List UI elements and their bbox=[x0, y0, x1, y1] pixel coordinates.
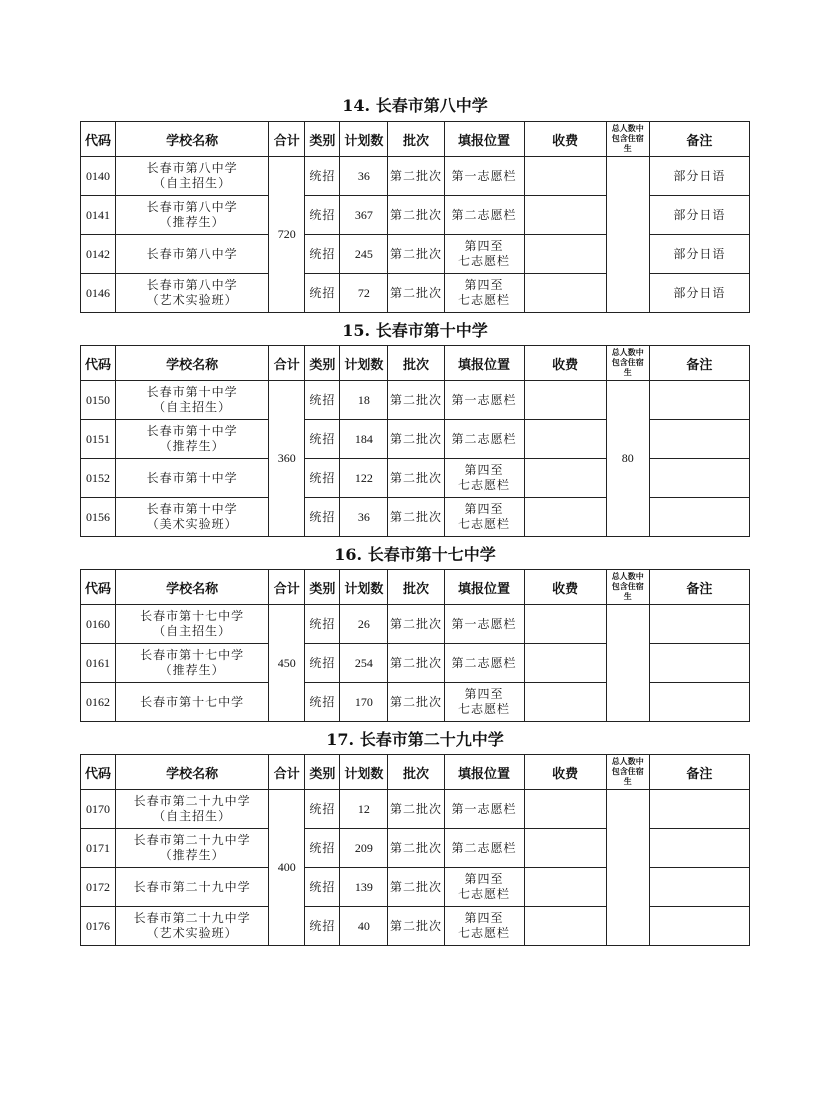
category-header: 类别 bbox=[305, 570, 340, 605]
school-name-cell-line: 长春市第二十九中学 bbox=[133, 833, 251, 847]
batch-cell: 第二批次 bbox=[388, 381, 444, 420]
table-row bbox=[81, 829, 750, 868]
fill-position-cell bbox=[444, 274, 524, 313]
fill-position-cell bbox=[444, 868, 524, 907]
school-name-cell-line: 长春市第十中学 bbox=[146, 424, 238, 438]
category-header: 类别 bbox=[305, 122, 340, 157]
school-name-cell bbox=[116, 605, 269, 644]
admission-table bbox=[80, 754, 750, 946]
batch-cell: 第二批次 bbox=[388, 907, 444, 946]
fill-position-cell-line: 七志愿栏 bbox=[458, 517, 511, 531]
code-cell: 0152 bbox=[81, 459, 116, 498]
school-name-cell-line: （推荐生） bbox=[159, 663, 225, 677]
fill-position-cell bbox=[444, 790, 524, 829]
table-header-row bbox=[81, 122, 750, 157]
category-cell: 统招 bbox=[305, 235, 340, 274]
plan-count-cell: 72 bbox=[340, 274, 388, 313]
school-name-cell-line: 长春市第十七中学 bbox=[140, 648, 245, 662]
table-row bbox=[81, 459, 750, 498]
school-name-cell bbox=[116, 274, 269, 313]
total-cell: 360 bbox=[269, 381, 305, 537]
code-cell: 0171 bbox=[81, 829, 116, 868]
remark-cell bbox=[649, 605, 749, 644]
plan-count-cell: 26 bbox=[340, 605, 388, 644]
batch-cell: 第二批次 bbox=[388, 274, 444, 313]
plan-count-cell: 184 bbox=[340, 420, 388, 459]
fee-cell bbox=[524, 420, 606, 459]
table-header-row bbox=[81, 346, 750, 381]
plan-count-cell: 139 bbox=[340, 868, 388, 907]
batch-cell: 第二批次 bbox=[388, 868, 444, 907]
plan-count-cell: 209 bbox=[340, 829, 388, 868]
total-cell: 400 bbox=[269, 790, 305, 946]
plan-count-cell: 122 bbox=[340, 459, 388, 498]
fill-position-cell-line: 第四至 bbox=[464, 278, 504, 292]
admission-table bbox=[80, 345, 750, 537]
code-cell: 0160 bbox=[81, 605, 116, 644]
fill-position-cell bbox=[444, 683, 524, 722]
fee-header: 收费 bbox=[524, 755, 606, 790]
code-header: 代码 bbox=[81, 570, 116, 605]
school-name-header: 学校名称 bbox=[116, 755, 269, 790]
table-row bbox=[81, 790, 750, 829]
code-header: 代码 bbox=[81, 346, 116, 381]
boarders-cell bbox=[606, 157, 649, 313]
boarders-cell bbox=[606, 790, 649, 946]
code-cell: 0146 bbox=[81, 274, 116, 313]
fill-position-cell bbox=[444, 459, 524, 498]
school-name-cell-line: 长春市第十七中学 bbox=[140, 694, 245, 709]
remark-cell: 部分日语 bbox=[649, 196, 749, 235]
category-cell: 统招 bbox=[305, 790, 340, 829]
fill-position-cell-line: 第二志愿栏 bbox=[451, 655, 517, 670]
fill-position-cell-line: 第二志愿栏 bbox=[451, 431, 517, 446]
table-row bbox=[81, 196, 750, 235]
batch-cell: 第二批次 bbox=[388, 790, 444, 829]
table-header-row bbox=[81, 755, 750, 790]
code-cell: 0161 bbox=[81, 644, 116, 683]
boarders-cell bbox=[606, 605, 649, 722]
code-cell: 0162 bbox=[81, 683, 116, 722]
fill-position-cell-line: 第一志愿栏 bbox=[451, 801, 517, 816]
fill-position-cell bbox=[444, 381, 524, 420]
school-name-cell bbox=[116, 644, 269, 683]
category-cell: 统招 bbox=[305, 274, 340, 313]
table-row bbox=[81, 868, 750, 907]
batch-header: 批次 bbox=[388, 755, 444, 790]
remark-cell bbox=[649, 381, 749, 420]
fill-position-cell-line: 七志愿栏 bbox=[458, 254, 511, 268]
remark-header: 备注 bbox=[649, 122, 749, 157]
batch-cell: 第二批次 bbox=[388, 157, 444, 196]
school-name-cell-line: 长春市第八中学 bbox=[146, 246, 238, 261]
school-name-cell bbox=[116, 420, 269, 459]
school-name-cell bbox=[116, 683, 269, 722]
fee-cell bbox=[524, 868, 606, 907]
fee-cell bbox=[524, 196, 606, 235]
code-cell: 0140 bbox=[81, 157, 116, 196]
fill-position-cell bbox=[444, 498, 524, 537]
section-title: 14. 长春市第八中学 bbox=[342, 96, 488, 115]
school-name-cell-line: （推荐生） bbox=[159, 439, 225, 453]
plan-count-cell: 254 bbox=[340, 644, 388, 683]
total-header: 合计 bbox=[269, 755, 305, 790]
table-row bbox=[81, 420, 750, 459]
remark-cell: 部分日语 bbox=[649, 235, 749, 274]
fill-position-cell-line: 第四至 bbox=[464, 872, 504, 886]
boarders-header: 总人数中包含住宿生 bbox=[606, 755, 649, 790]
fee-cell bbox=[524, 459, 606, 498]
school-name-cell-line: （艺术实验班） bbox=[146, 926, 238, 940]
batch-cell: 第二批次 bbox=[388, 420, 444, 459]
remark-cell bbox=[649, 644, 749, 683]
fee-cell bbox=[524, 157, 606, 196]
school-name-cell-line: （艺术实验班） bbox=[146, 293, 238, 307]
school-name-cell-line: 长春市第八中学 bbox=[146, 200, 238, 214]
table-row bbox=[81, 644, 750, 683]
remark-cell: 部分日语 bbox=[649, 157, 749, 196]
code-cell: 0151 bbox=[81, 420, 116, 459]
remark-cell bbox=[649, 907, 749, 946]
fill-position-cell bbox=[444, 829, 524, 868]
fill-position-cell bbox=[444, 420, 524, 459]
school-name-cell bbox=[116, 235, 269, 274]
remark-cell bbox=[649, 459, 749, 498]
fill-position-cell bbox=[444, 907, 524, 946]
school-name-cell bbox=[116, 907, 269, 946]
table-row bbox=[81, 157, 750, 196]
plan-count-header: 计划数 bbox=[340, 346, 388, 381]
fill-position-cell bbox=[444, 644, 524, 683]
admission-table bbox=[80, 569, 750, 722]
school-name-cell bbox=[116, 829, 269, 868]
batch-header: 批次 bbox=[388, 122, 444, 157]
school-name-cell-line: 长春市第十中学 bbox=[146, 385, 238, 399]
fill-position-cell-line: 第四至 bbox=[464, 239, 504, 253]
plan-count-cell: 367 bbox=[340, 196, 388, 235]
table-row bbox=[81, 381, 750, 420]
category-cell: 统招 bbox=[305, 196, 340, 235]
section-title: 17. 长春市第二十九中学 bbox=[326, 730, 504, 749]
code-cell: 0170 bbox=[81, 790, 116, 829]
fill-position-header: 填报位置 bbox=[444, 346, 524, 381]
school-name-cell-line: （推荐生） bbox=[159, 215, 225, 229]
remark-header: 备注 bbox=[649, 570, 749, 605]
batch-header: 批次 bbox=[388, 570, 444, 605]
fill-position-cell-line: 第一志愿栏 bbox=[451, 392, 517, 407]
remark-header: 备注 bbox=[649, 755, 749, 790]
fee-cell bbox=[524, 683, 606, 722]
category-cell: 统招 bbox=[305, 829, 340, 868]
category-cell: 统招 bbox=[305, 907, 340, 946]
fill-position-header: 填报位置 bbox=[444, 755, 524, 790]
fill-position-cell bbox=[444, 157, 524, 196]
code-header: 代码 bbox=[81, 122, 116, 157]
remark-cell bbox=[649, 420, 749, 459]
plan-count-cell: 18 bbox=[340, 381, 388, 420]
remark-header: 备注 bbox=[649, 346, 749, 381]
total-header: 合计 bbox=[269, 346, 305, 381]
code-cell: 0150 bbox=[81, 381, 116, 420]
fill-position-cell-line: 七志愿栏 bbox=[458, 478, 511, 492]
plan-count-cell: 36 bbox=[340, 157, 388, 196]
section-title: 15. 长春市第十中学 bbox=[342, 321, 488, 340]
school-name-cell bbox=[116, 196, 269, 235]
code-header: 代码 bbox=[81, 755, 116, 790]
fill-position-cell-line: 第四至 bbox=[464, 687, 504, 701]
fill-position-cell bbox=[444, 235, 524, 274]
school-name-cell-line: 长春市第二十九中学 bbox=[133, 911, 251, 925]
fee-cell bbox=[524, 381, 606, 420]
batch-cell: 第二批次 bbox=[388, 644, 444, 683]
category-cell: 统招 bbox=[305, 459, 340, 498]
fee-cell bbox=[524, 235, 606, 274]
school-name-cell bbox=[116, 459, 269, 498]
fill-position-cell-line: 第二志愿栏 bbox=[451, 207, 517, 222]
school-name-cell-line: （自主招生） bbox=[153, 624, 232, 638]
table-row bbox=[81, 235, 750, 274]
boarders-cell: 80 bbox=[606, 381, 649, 537]
school-name-cell-line: 长春市第八中学 bbox=[146, 161, 238, 175]
school-name-cell bbox=[116, 157, 269, 196]
school-name-cell-line: （自主招生） bbox=[153, 176, 232, 190]
remark-cell bbox=[649, 829, 749, 868]
fee-cell bbox=[524, 644, 606, 683]
fill-position-cell-line: 第一志愿栏 bbox=[451, 616, 517, 631]
plan-count-header: 计划数 bbox=[340, 755, 388, 790]
batch-header: 批次 bbox=[388, 346, 444, 381]
category-cell: 统招 bbox=[305, 381, 340, 420]
school-name-cell-line: 长春市第十七中学 bbox=[140, 609, 245, 623]
fill-position-cell-line: 第四至 bbox=[464, 911, 504, 925]
remark-cell bbox=[649, 790, 749, 829]
fill-position-cell-line: 第四至 bbox=[464, 463, 504, 477]
fee-cell bbox=[524, 605, 606, 644]
category-cell: 统招 bbox=[305, 683, 340, 722]
category-header: 类别 bbox=[305, 346, 340, 381]
plan-count-header: 计划数 bbox=[340, 570, 388, 605]
fee-cell bbox=[524, 907, 606, 946]
school-name-header: 学校名称 bbox=[116, 122, 269, 157]
boarders-header: 总人数中包含住宿生 bbox=[606, 346, 649, 381]
category-cell: 统招 bbox=[305, 605, 340, 644]
school-name-cell-line: 长春市第十中学 bbox=[146, 470, 238, 485]
fee-cell bbox=[524, 274, 606, 313]
batch-cell: 第二批次 bbox=[388, 829, 444, 868]
fill-position-header: 填报位置 bbox=[444, 570, 524, 605]
school-name-cell-line: 长春市第十中学 bbox=[146, 502, 238, 516]
school-name-header: 学校名称 bbox=[116, 570, 269, 605]
plan-count-cell: 36 bbox=[340, 498, 388, 537]
plan-count-cell: 170 bbox=[340, 683, 388, 722]
total-cell: 720 bbox=[269, 157, 305, 313]
category-header: 类别 bbox=[305, 755, 340, 790]
category-cell: 统招 bbox=[305, 868, 340, 907]
school-name-cell bbox=[116, 790, 269, 829]
school-name-cell-line: （推荐生） bbox=[159, 848, 225, 862]
boarders-header: 总人数中包含住宿生 bbox=[606, 122, 649, 157]
fee-cell bbox=[524, 829, 606, 868]
batch-cell: 第二批次 bbox=[388, 498, 444, 537]
fee-header: 收费 bbox=[524, 122, 606, 157]
table-header-row bbox=[81, 570, 750, 605]
plan-count-cell: 245 bbox=[340, 235, 388, 274]
table-row bbox=[81, 907, 750, 946]
total-header: 合计 bbox=[269, 122, 305, 157]
category-cell: 统招 bbox=[305, 498, 340, 537]
fill-position-cell bbox=[444, 605, 524, 644]
fee-header: 收费 bbox=[524, 346, 606, 381]
fill-position-cell-line: 第二志愿栏 bbox=[451, 840, 517, 855]
school-name-cell-line: 长春市第二十九中学 bbox=[133, 879, 251, 894]
section-title: 16. 长春市第十七中学 bbox=[334, 545, 496, 564]
school-name-cell-line: 长春市第二十九中学 bbox=[133, 794, 251, 808]
admission-table bbox=[80, 121, 750, 313]
school-name-cell bbox=[116, 381, 269, 420]
fee-header: 收费 bbox=[524, 570, 606, 605]
table-row bbox=[81, 498, 750, 537]
batch-cell: 第二批次 bbox=[388, 196, 444, 235]
table-row bbox=[81, 274, 750, 313]
table-row bbox=[81, 605, 750, 644]
category-cell: 统招 bbox=[305, 420, 340, 459]
code-cell: 0176 bbox=[81, 907, 116, 946]
remark-cell bbox=[649, 868, 749, 907]
fill-position-cell-line: 七志愿栏 bbox=[458, 887, 511, 901]
category-cell: 统招 bbox=[305, 644, 340, 683]
batch-cell: 第二批次 bbox=[388, 235, 444, 274]
plan-count-header: 计划数 bbox=[340, 122, 388, 157]
fee-cell bbox=[524, 790, 606, 829]
batch-cell: 第二批次 bbox=[388, 605, 444, 644]
batch-cell: 第二批次 bbox=[388, 459, 444, 498]
school-name-cell bbox=[116, 498, 269, 537]
remark-cell: 部分日语 bbox=[649, 274, 749, 313]
code-cell: 0141 bbox=[81, 196, 116, 235]
fill-position-cell-line: 第一志愿栏 bbox=[451, 168, 517, 183]
remark-cell bbox=[649, 683, 749, 722]
school-name-cell-line: （自主招生） bbox=[153, 400, 232, 414]
fill-position-cell-line: 七志愿栏 bbox=[458, 293, 511, 307]
school-name-cell bbox=[116, 868, 269, 907]
code-cell: 0156 bbox=[81, 498, 116, 537]
fee-cell bbox=[524, 498, 606, 537]
fill-position-cell-line: 第四至 bbox=[464, 502, 504, 516]
fill-position-cell-line: 七志愿栏 bbox=[458, 926, 511, 940]
boarders-header: 总人数中包含住宿生 bbox=[606, 570, 649, 605]
school-name-cell-line: （自主招生） bbox=[153, 809, 232, 823]
fill-position-cell-line: 七志愿栏 bbox=[458, 702, 511, 716]
total-header: 合计 bbox=[269, 570, 305, 605]
school-name-header: 学校名称 bbox=[116, 346, 269, 381]
school-name-cell-line: （美术实验班） bbox=[146, 517, 238, 531]
table-row bbox=[81, 683, 750, 722]
total-cell: 450 bbox=[269, 605, 305, 722]
category-cell: 统招 bbox=[305, 157, 340, 196]
code-cell: 0142 bbox=[81, 235, 116, 274]
fill-position-cell bbox=[444, 196, 524, 235]
code-cell: 0172 bbox=[81, 868, 116, 907]
remark-cell bbox=[649, 498, 749, 537]
fill-position-header: 填报位置 bbox=[444, 122, 524, 157]
plan-count-cell: 12 bbox=[340, 790, 388, 829]
plan-count-cell: 40 bbox=[340, 907, 388, 946]
batch-cell: 第二批次 bbox=[388, 683, 444, 722]
school-name-cell-line: 长春市第八中学 bbox=[146, 278, 238, 292]
